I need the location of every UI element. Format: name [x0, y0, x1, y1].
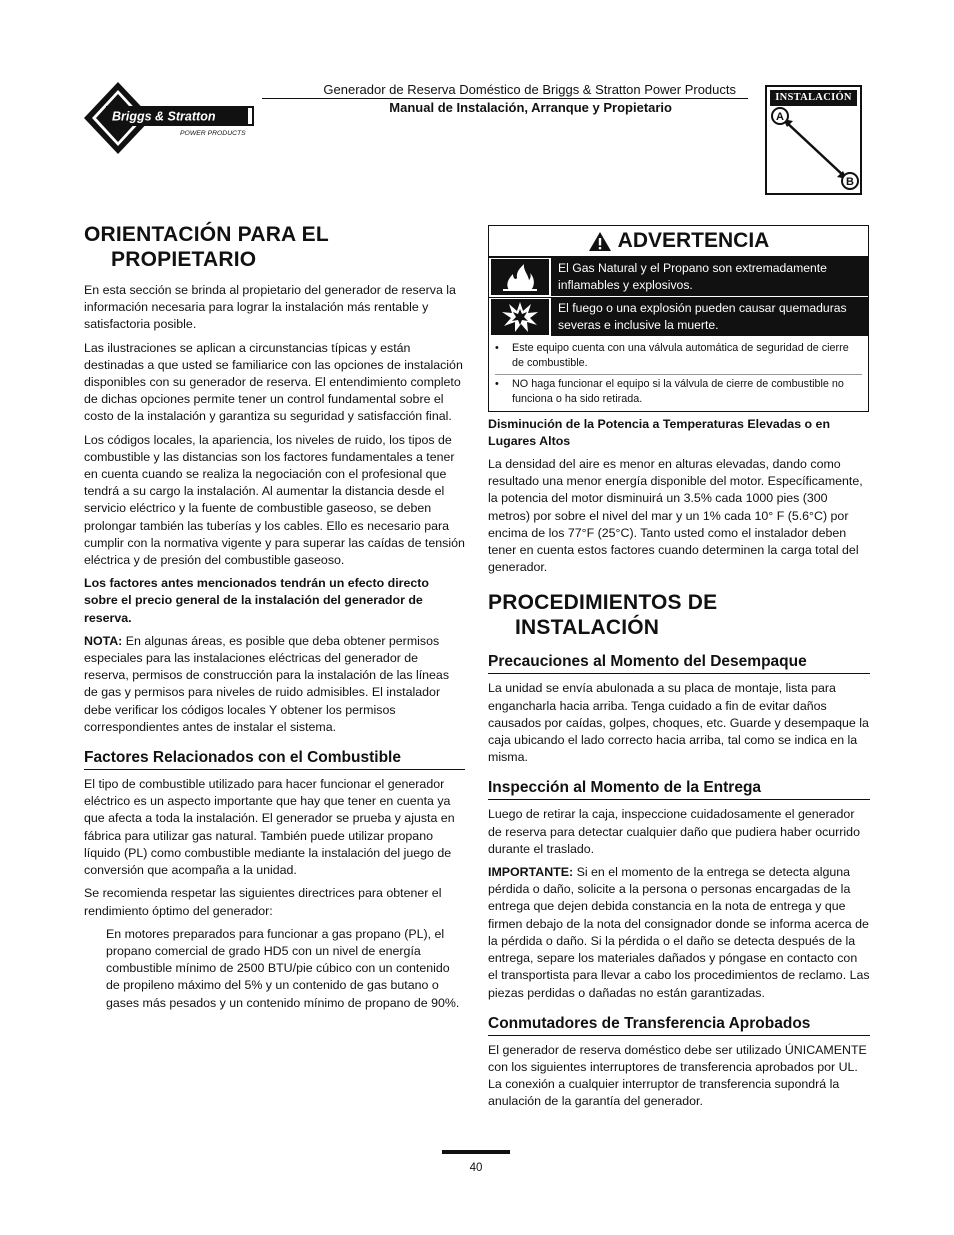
- paragraph-bold: Los factores antes mencionados tendrán un efecto directo sobre el precio general de la instalación del generador de reserva.: [84, 576, 429, 625]
- warning-title-text: ADVERTENCIA: [617, 229, 770, 253]
- note-paragraph: [84, 633, 465, 736]
- warning-icon-cell: [489, 257, 552, 296]
- header-subtitle: Manual de Instalación, Arranque y Propietario: [389, 100, 672, 115]
- warning-row-text: El fuego o una explosión pueden causar quemaduras severas e inclusive la muerte.: [552, 297, 868, 336]
- badge-a: A: [776, 111, 784, 123]
- warning-triangle-icon: [588, 231, 612, 252]
- list-item: [495, 341, 862, 372]
- logo-diamond-icon: [82, 80, 254, 156]
- footer-bar: [442, 1150, 510, 1154]
- list-item: [495, 374, 862, 408]
- paragraph: El generador de reserva doméstico debe ser utilizado ÚNICAMENTE con los siguientes interruptores de transferencia aprobados por UL. La conexión a cualquier interruptor de transferencia supondrá la anulación de la garantía del generador.: [488, 1042, 867, 1109]
- transfer-switches-heading: Conmutadores de Transferencia Aprobados: [488, 1014, 870, 1036]
- left-column: [84, 222, 465, 1018]
- heading-line-1: ORIENTACIÓN PARA EL: [84, 223, 329, 246]
- derate-heading: Disminución de la Potencia a Temperaturas Elevadas o en Lugares Altos: [488, 416, 831, 448]
- paragraph: La unidad se envía abulonada a su placa de montaje, lista para engancharla hacia arriba. Tenga cuidado a fin de evitar daños causados por caídas, golpes, choques, etc. Guarde y desempaque la caja ubicando el lado correcto hacia arriba, tal como se indica en la misma.: [488, 681, 869, 765]
- page-number: 40: [469, 1162, 483, 1174]
- warning-row: [489, 297, 868, 337]
- header-divider: [262, 98, 748, 99]
- warning-icon-cell: [489, 297, 552, 336]
- badge-b: B: [846, 176, 854, 188]
- warning-row: [489, 257, 868, 297]
- owner-orientation-heading: [84, 222, 465, 272]
- warning-bullet-list: [489, 337, 868, 411]
- paragraph: El tipo de combustible utilizado para hacer funcionar el generador eléctrico es un aspecto importante que hay que tener en cuenta ya que afecta a toda la instalación. El generador se prueba y ajusta en fábrica para utilizar gas natural. También puede utilizar propano líquido (PL) como combustible mediante la instalación del juego de conversión que acompaña a la unidad.: [84, 777, 455, 878]
- explosion-icon-box: [491, 299, 549, 335]
- paragraph: Luego de retirar la caja, inspeccione cuidadosamente el generador de reserva para detectar cualquier daño que pudiera haber ocurrido durante el traslado.: [488, 807, 860, 856]
- important-label: IMPORTANTE:: [488, 865, 574, 880]
- heading-line-1: PROCEDIMIENTOS DE: [488, 591, 718, 615]
- paragraph: Los códigos locales, la apariencia, los niveles de ruido, los tipos de combustible y las distancias son los factores fundamentales a tener en cuenta cuando se realiza la negociación con el profesional que tendrá a su cargo la instalación. Al aumentar la distancia desde el servicio eléctrico y la fuente de combustible gaseoso, se deben prolongar también las tuberías y los cables. Ello es necesario para cumplir con la normativa vigente y para superar las caídas de tensión eléctrica y de presión del combustible gaseoso.: [84, 432, 465, 568]
- paragraph: Las ilustraciones se aplican a circunstancias típicas y están destinadas a que usted se familiarice con las opciones de instalación disponibles con su generador de reserva. El entendimiento completo de dichas opciones permite tener un control fundamental sobre el costo de la instalación y garantiza su seguridad y satisfacción final.: [84, 340, 463, 424]
- brand-name: Briggs & Stratton: [112, 109, 216, 124]
- flame-icon: [501, 262, 539, 292]
- important-paragraph: [488, 864, 870, 1002]
- brand-sub: POWER PRODUCTS: [180, 130, 246, 137]
- bullet-icon: •: [495, 342, 499, 354]
- installation-procedures-heading: [488, 590, 870, 640]
- inspection-heading: Inspección al Momento de la Entrega: [488, 778, 870, 800]
- bullet-text: NO haga funcionar el equipo si la válvula de cierre de combustible no funciona o ha sido retirada.: [512, 377, 844, 406]
- explosion-icon: [501, 301, 539, 333]
- paragraph: Se recomienda respetar las siguientes directrices para obtener el rendimiento óptimo del generador:: [84, 886, 442, 918]
- note-text: En algunas áreas, es posible que deba obtener permisos especiales para las instalaciones eléctricas del generador de reserva, permisos de construcción para la instalación de las líneas de gas y permisos para niveles de ruido admisibles. El instalador debe verificar los códigos locales Y obtener los permisos correspondientes antes de instalar el sistema.: [84, 633, 450, 734]
- bullet-icon: •: [495, 377, 499, 390]
- briggs-stratton-logo: [82, 80, 254, 156]
- bullet-text: Este equipo cuenta con una válvula automática de seguridad de cierre de combustible.: [512, 342, 849, 370]
- warning-title: [489, 226, 868, 257]
- warning-row-text: El Gas Natural y el Propano son extremadamente inflamables y explosivos.: [552, 257, 868, 296]
- fuel-factors-heading: Factores Relacionados con el Combustible: [84, 748, 465, 770]
- warning-box: [488, 225, 869, 412]
- header-title: Generador de Reserva Doméstico de Briggs & Stratton Power Products: [323, 82, 736, 97]
- section-badge-label: INSTALACIÓN: [770, 90, 857, 106]
- indented-paragraph: En motores preparados para funcionar a gas propano (PL), el propano comercial de grado HD5 con un nivel de energía combustible mínimo de 2500 BTU/pie cúbico con un contenido de propileno máximo del 5% y un contenido de gas butano o gases más pesados y un contenido mínimo de propano de 90%.: [106, 926, 460, 1010]
- right-column: [488, 225, 870, 1117]
- flame-icon-box: [491, 259, 549, 295]
- unpack-heading: Precauciones al Momento del Desempaque: [488, 652, 870, 674]
- paragraph: La densidad del aire es menor en alturas elevadas, dando como resultado una menor energía disponible del motor. Específicamente, la potencia del motor disminuirá un 3.5% cada 1000 pies (300 metros) por sobre el nivel del mar y un 1% cada 10° F (5.6°C) por encima de los 77°F (25°C). Tanto usted como el instalador deben tener en cuenta estos factores cuando determinen la carga total del generador.: [488, 457, 863, 575]
- heading-line-2: PROPIETARIO: [111, 248, 257, 271]
- heading-line-2: INSTALACIÓN: [515, 616, 660, 640]
- installation-section-badge: [765, 85, 862, 195]
- paragraph: En esta sección se brinda al propietario del generador de reserva la información necesaria para lograr la instalación más rentable y satisfactoria posible.: [84, 283, 456, 332]
- note-label: NOTA:: [84, 633, 123, 648]
- important-text: Si en el momento de la entrega se detecta alguna pérdida o daño, solicite a la persona o personas encargadas de la entrega que dejen debida constancia en la nota de entrega y que firmen debajo de la nota del consignador donde se informa acerca de la pérdida o daño. Si la pérdida o el daño se detecta después de la entrega, separe los materiales dañados y póngase en contacto con el transportista para llevar a cabo los procedimientos de reclamo. Las piezas perdidas o dañadas no están garantizadas.: [488, 865, 870, 1000]
